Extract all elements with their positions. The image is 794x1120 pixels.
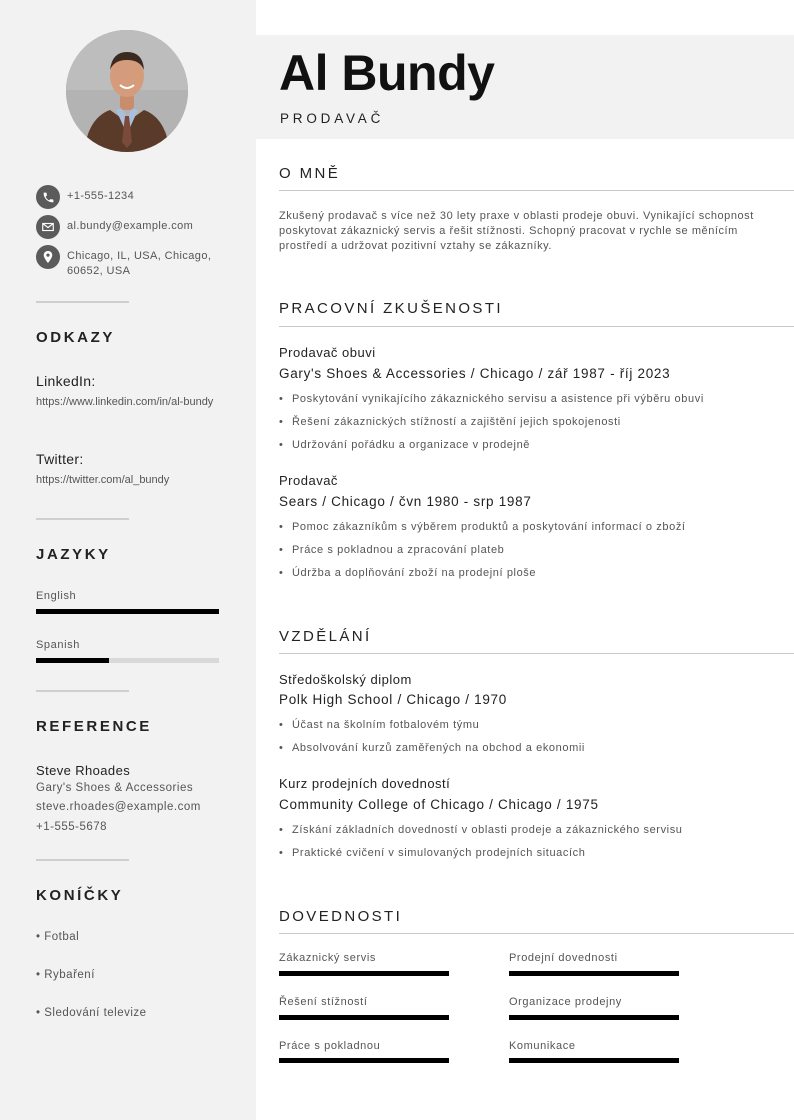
language-level-fill	[36, 658, 109, 663]
divider	[36, 518, 129, 520]
job-employer: Gary's Shoes & Accessories / Chicago / zář 1987 - říj 2023	[279, 366, 671, 381]
skill-bar	[279, 1058, 449, 1063]
skill-bar	[509, 1058, 679, 1063]
envelope-icon	[36, 215, 60, 239]
reference-phone: +1-555-5678	[36, 821, 108, 833]
email-text[interactable]: al.bundy@example.com	[67, 220, 194, 232]
about-text: Zkušený prodavač s více než 30 lety praxe v oblasti prodeje obuvi. Vynikající schopnost poskytovat zákaznický servis a řešit stížnosti. Schopný pracovat v rychle se měnícím prostředí a udržovat pozitivní vztahy se zákazníky.	[279, 210, 754, 252]
contact-address	[36, 245, 227, 279]
education-bullet: • Praktické cvičení v simulovaných prodejních situacích	[279, 847, 585, 859]
job-bullet: • Poskytování vynikajícího zákaznického servisu a asistence při výběru obuvi	[279, 393, 704, 405]
section-rule	[279, 326, 794, 327]
education-heading: VZDĚLÁNÍ	[279, 628, 372, 645]
languages-heading: JAZYKY	[36, 546, 111, 563]
language-level-bar	[36, 609, 219, 614]
education-bullet: • Účast na školním fotbalovém týmu	[279, 719, 479, 731]
main-content	[256, 0, 794, 1120]
skill-bar	[279, 1015, 449, 1020]
location-pin-icon	[36, 245, 60, 269]
avatar	[66, 30, 188, 152]
hobbies-heading: KONÍČKY	[36, 887, 124, 904]
divider	[36, 690, 129, 692]
linkedin-url[interactable]: https://www.linkedin.com/in/al-bundy	[36, 396, 214, 408]
avatar-portrait	[66, 30, 188, 152]
language-name: English	[36, 590, 77, 602]
reference-name: Steve Rhoades	[36, 763, 131, 778]
education-title: Kurz prodejních dovedností	[279, 776, 451, 791]
sidebar	[0, 0, 256, 1120]
twitter-url[interactable]: https://twitter.com/al_bundy	[36, 474, 170, 486]
skill-bar	[279, 971, 449, 976]
linkedin-label: LinkedIn:	[36, 373, 96, 389]
section-rule	[279, 933, 794, 934]
skill-name: Práce s pokladnou	[279, 1040, 381, 1052]
skill-name: Prodejní dovednosti	[509, 952, 618, 964]
experience-heading: PRACOVNÍ ZKUŠENOSTI	[279, 300, 503, 317]
section-rule	[279, 190, 794, 191]
links-heading: ODKAZY	[36, 329, 115, 346]
skill-name: Zákaznický servis	[279, 952, 376, 964]
skill-name: Řešení stížností	[279, 996, 368, 1008]
education-title: Středoškolský diplom	[279, 672, 412, 687]
skill-bar-fill	[279, 971, 449, 976]
skill-name: Komunikace	[509, 1040, 576, 1052]
hobby-item: • Sledování televize	[36, 1007, 147, 1019]
skill-name: Organizace prodejny	[509, 996, 622, 1008]
job-title: Prodavač	[279, 473, 338, 488]
person-name: Al Bundy	[279, 45, 495, 101]
job-title: Prodavač obuvi	[279, 345, 376, 360]
phone-icon	[36, 185, 60, 209]
skill-bar	[509, 1015, 679, 1020]
phone-text: +1-555-1234	[67, 190, 135, 202]
job-bullet: • Údržba a doplňování zboží na prodejní ploše	[279, 567, 536, 579]
reference-company: Gary's Shoes & Accessories	[36, 782, 194, 794]
education-bullet: • Absolvování kurzů zaměřených na obchod a ekonomii	[279, 742, 585, 754]
skills-heading: DOVEDNOSTI	[279, 908, 403, 925]
language-name: Spanish	[36, 639, 80, 651]
education-school: Community College of Chicago / Chicago / 1975	[279, 797, 599, 812]
divider	[36, 301, 129, 303]
divider	[36, 859, 129, 861]
reference-heading: REFERENCE	[36, 718, 152, 735]
skill-bar	[509, 971, 679, 976]
skill-bar-fill	[279, 1058, 449, 1063]
contact-email	[36, 215, 227, 239]
language-level-fill	[36, 609, 219, 614]
skill-bar-fill	[509, 971, 679, 976]
about-heading: O MNĚ	[279, 165, 341, 182]
twitter-label: Twitter:	[36, 451, 84, 467]
address-text: Chicago, IL, USA, Chicago, 60652, USA	[67, 250, 212, 277]
section-rule	[279, 653, 794, 654]
skill-bar-fill	[509, 1058, 679, 1063]
job-bullet: • Práce s pokladnou a zpracování plateb	[279, 544, 504, 556]
job-bullet: • Udržování pořádku a organizace v prodejně	[279, 439, 530, 451]
language-level-bar	[36, 658, 219, 663]
job-bullet: • Pomoc zákazníkům s výběrem produktů a poskytování informací o zboží	[279, 521, 686, 533]
job-bullet: • Řešení zákaznických stížností a zajištění jejich spokojenosti	[279, 416, 621, 428]
hobby-item: • Fotbal	[36, 931, 80, 943]
education-bullet: • Získání základních dovedností v oblasti prodeje a zákaznického servisu	[279, 824, 683, 836]
reference-email[interactable]: steve.rhoades@example.com	[36, 801, 201, 813]
hobby-item: • Rybaření	[36, 969, 95, 981]
skill-bar-fill	[509, 1015, 679, 1020]
person-role: PRODAVAČ	[280, 111, 385, 126]
education-school: Polk High School / Chicago / 1970	[279, 692, 507, 707]
skill-bar-fill	[279, 1015, 449, 1020]
job-employer: Sears / Chicago / čvn 1980 - srp 1987	[279, 494, 532, 509]
contact-phone	[36, 185, 227, 209]
